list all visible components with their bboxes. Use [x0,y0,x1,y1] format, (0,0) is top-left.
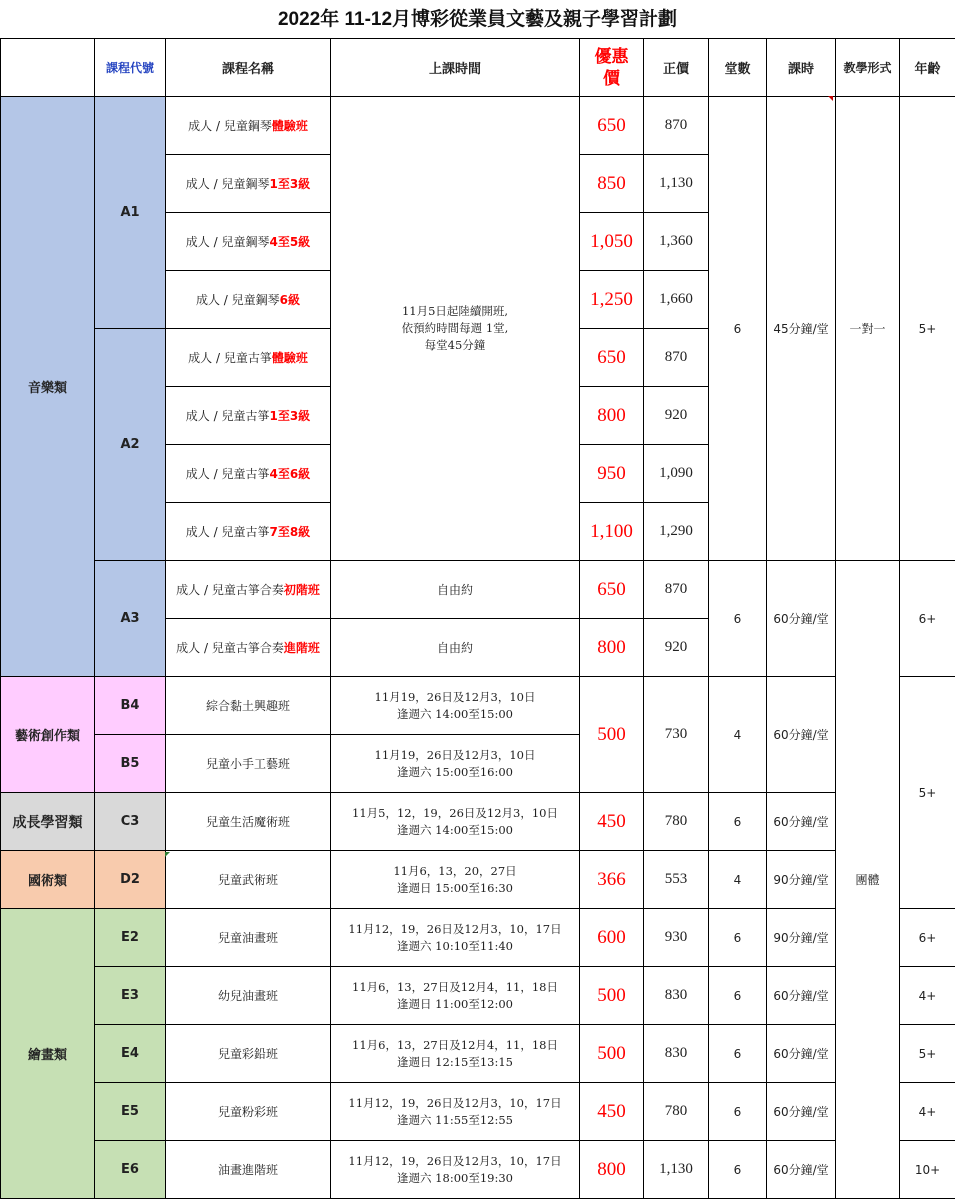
course-name: 兒童小手工藝班 [166,735,331,793]
course-code: C3 [95,793,166,851]
sessions: 6 [709,793,767,851]
course-name: 成人 / 兒童古箏合奏初階班 [166,561,331,619]
course-name: 兒童生活魔術班 [166,793,331,851]
course-name: 成人 / 兒童鋼琴1至3級 [166,155,331,213]
teaching-format: 一對一 [836,97,900,561]
course-code: B4 [95,677,166,735]
teaching-format-group: 團體 [836,561,900,1199]
course-time: 11月6，13，27日及12月4，11，18日 逢週日 11:00至12:00 [331,967,580,1025]
duration: 60分鐘/堂 [767,677,836,793]
table-row [1,1083,955,1141]
duration: 60分鐘/堂 [767,1083,836,1141]
regular-price: 1,290 [644,503,709,561]
course-name: 成人 / 兒童古箏4至6級 [166,445,331,503]
course-time: 11月19，26日及12月3，10日 逢週六 14:00至15:00 [331,677,580,735]
regular-price: 920 [644,619,709,677]
comment-marker-icon [165,852,170,857]
regular-price: 870 [644,561,709,619]
course-name: 兒童武術班 [166,851,331,909]
duration: 60分鐘/堂 [767,1141,836,1199]
music-schedule: 11月5日起陸續開班, 依預約時間每週 1堂, 每堂45分鐘 [331,97,580,561]
course-name: 兒童粉彩班 [166,1083,331,1141]
course-time: 11月12，19，26日及12月3，10，17日 逢週六 10:10至11:40 [331,909,580,967]
discount-price: 1,100 [580,503,644,561]
course-name: 油畫進階班 [166,1141,331,1199]
regular-price: 780 [644,793,709,851]
course-time: 11月19，26日及12月3，10日 逢週六 15:00至16:00 [331,735,580,793]
discount-price: 800 [580,619,644,677]
regular-price: 1,130 [644,155,709,213]
duration: 45分鐘/堂 [767,97,836,561]
sessions: 6 [709,967,767,1025]
duration: 60分鐘/堂 [767,561,836,677]
sessions: 6 [709,909,767,967]
header-name: 課程名稱 [166,39,331,97]
table-row [1,561,955,619]
discount-price: 450 [580,1083,644,1141]
course-code: E2 [95,909,166,967]
duration: 90分鐘/堂 [767,909,836,967]
course-code: E6 [95,1141,166,1199]
course-name: 成人 / 兒童古箏7至8級 [166,503,331,561]
discount-price: 500 [580,1025,644,1083]
table-row [1,1025,955,1083]
header-regular: 正價 [644,39,709,97]
age: 5+ [900,1025,955,1083]
course-name: 幼兒油畫班 [166,967,331,1025]
course-code: A3 [95,561,166,677]
sessions: 4 [709,677,767,793]
discount-price: 650 [580,97,644,155]
course-code: A1 [95,97,166,329]
duration: 60分鐘/堂 [767,967,836,1025]
category-growth: 成長學習類 [1,793,95,851]
age: 4+ [900,967,955,1025]
course-time: 11月5，12，19，26日及12月3，10日 逢週六 14:00至15:00 [331,793,580,851]
regular-price: 1,090 [644,445,709,503]
regular-price: 553 [644,851,709,909]
category-art: 藝術創作類 [1,677,95,793]
regular-price: 830 [644,967,709,1025]
discount-price: 950 [580,445,644,503]
table-row [1,677,955,735]
sessions: 6 [709,1025,767,1083]
regular-price: 830 [644,1025,709,1083]
age: 5+ [900,97,955,561]
discount-price: 1,250 [580,271,644,329]
course-name: 成人 / 兒童古箏合奏進階班 [166,619,331,677]
table-row [1,909,955,967]
table-row [1,97,955,155]
regular-price: 1,130 [644,1141,709,1199]
course-time: 自由約 [331,561,580,619]
course-code: E5 [95,1083,166,1141]
table-row [1,967,955,1025]
sessions: 6 [709,1141,767,1199]
course-name: 成人 / 兒童古箏體驗班 [166,329,331,387]
sessions: 6 [709,97,767,561]
course-name: 兒童彩鉛班 [166,1025,331,1083]
comment-marker-icon [828,96,833,101]
course-name: 成人 / 兒童鋼琴6級 [166,271,331,329]
header-discount: 優惠 價 [580,39,644,97]
course-time: 11月6，13，20，27日 逢週日 15:00至16:30 [331,851,580,909]
discount-price: 800 [580,1141,644,1199]
table-row [1,793,955,851]
discount-price: 500 [580,967,644,1025]
age: 4+ [900,1083,955,1141]
header-code: 課程代號 [95,39,166,97]
page-title: 2022年 11-12月博彩從業員文藝及親子學習計劃 [277,9,678,30]
header-sessions: 堂數 [709,39,767,97]
course-time: 11月6，13，27日及12月4，11，18日 逢週日 12:15至13:15 [331,1025,580,1083]
category-painting: 繪畫類 [1,909,95,1199]
header-category [1,39,95,97]
table-row [1,851,955,909]
course-time: 自由約 [331,619,580,677]
sessions: 6 [709,561,767,677]
header-time: 上課時間 [331,39,580,97]
category-music: 音樂類 [1,97,95,677]
discount-price: 1,050 [580,213,644,271]
age: 10+ [900,1141,955,1199]
discount-price: 850 [580,155,644,213]
regular-price: 920 [644,387,709,445]
discount-price: 500 [580,677,644,793]
discount-price: 800 [580,387,644,445]
discount-price: 450 [580,793,644,851]
course-table [0,38,955,1199]
course-code: D2 [95,851,166,909]
sessions: 6 [709,1083,767,1141]
age: 6+ [900,561,955,677]
age: 6+ [900,909,955,967]
discount-price: 600 [580,909,644,967]
course-code: B5 [95,735,166,793]
discount-price: 366 [580,851,644,909]
course-name: 兒童油畫班 [166,909,331,967]
course-code: A2 [95,329,166,561]
table-row [1,1141,955,1199]
header-row [1,39,955,97]
sessions: 4 [709,851,767,909]
course-name: 綜合黏土興趣班 [166,677,331,735]
course-name: 成人 / 兒童鋼琴體驗班 [166,97,331,155]
header-format: 教學形式 [836,39,900,97]
duration: 60分鐘/堂 [767,793,836,851]
header-duration: 課時 [767,39,836,97]
course-code: E3 [95,967,166,1025]
regular-price: 930 [644,909,709,967]
course-time: 11月12，19，26日及12月3，10，17日 逢週六 18:00至19:30 [331,1141,580,1199]
regular-price: 730 [644,677,709,793]
duration: 60分鐘/堂 [767,1025,836,1083]
regular-price: 780 [644,1083,709,1141]
regular-price: 870 [644,329,709,387]
course-name: 成人 / 兒童古箏1至3級 [166,387,331,445]
course-time: 11月12，19，26日及12月3，10，17日 逢週六 11:55至12:55 [331,1083,580,1141]
course-name: 成人 / 兒童鋼琴4至5級 [166,213,331,271]
duration: 90分鐘/堂 [767,851,836,909]
header-age: 年齡 [900,39,955,97]
category-martial: 國術類 [1,851,95,909]
regular-price: 1,360 [644,213,709,271]
age: 5+ [900,677,955,909]
course-code: E4 [95,1025,166,1083]
discount-price: 650 [580,329,644,387]
regular-price: 870 [644,97,709,155]
regular-price: 1,660 [644,271,709,329]
discount-price: 650 [580,561,644,619]
